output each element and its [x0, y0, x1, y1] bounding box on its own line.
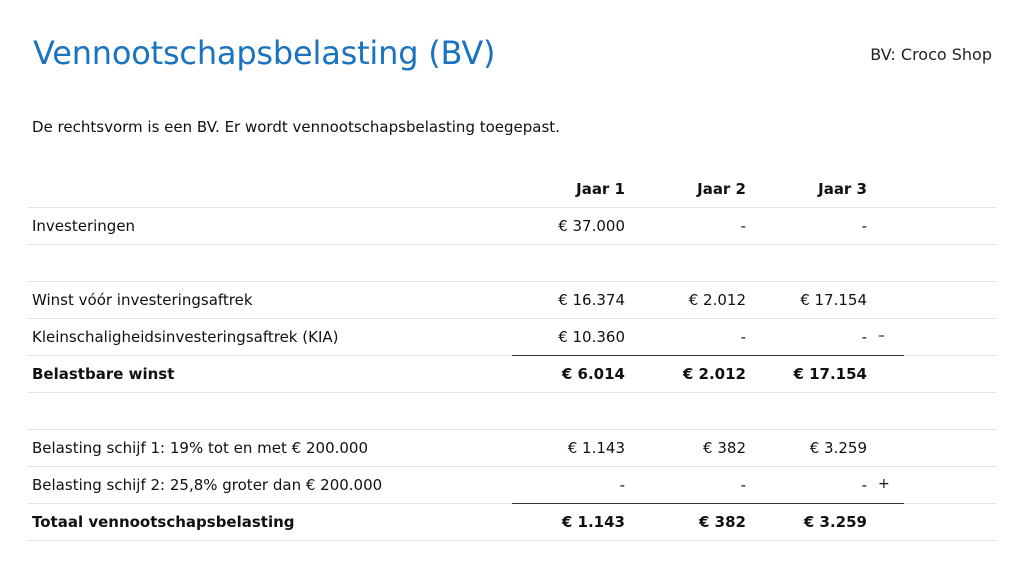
- value-year-2: € 2.012: [682, 365, 746, 383]
- row-label: Belasting schijf 1: 19% tot en met € 200.000: [32, 439, 369, 457]
- value-year-1: € 1.143: [567, 439, 625, 457]
- column-header-year-3: Jaar 3: [818, 180, 867, 198]
- intro-text: De rechtsvorm is een BV. Er wordt vennootschapsbelasting toegepast.: [32, 118, 560, 136]
- value-year-1: € 37.000: [558, 217, 625, 235]
- value-year-1: € 1.143: [561, 513, 625, 531]
- value-year-2: € 382: [703, 439, 746, 457]
- row-label: Belasting schijf 2: 25,8% groter dan € 200.000: [32, 476, 383, 494]
- row-label: Totaal vennootschapsbelasting: [32, 513, 295, 531]
- value-year-2: -: [740, 217, 746, 235]
- row-label: Kleinschaligheidsinvesteringsaftrek (KIA): [32, 328, 339, 346]
- table-row-totaal: [28, 504, 996, 541]
- table-row-kia: [28, 319, 996, 356]
- column-header-year-2: Jaar 2: [697, 180, 746, 198]
- value-year-2: -: [740, 476, 746, 494]
- total-line: [512, 503, 904, 504]
- value-year-3: € 3.259: [803, 513, 867, 531]
- value-year-2: -: [740, 328, 746, 346]
- row-label: Belastbare winst: [32, 365, 175, 383]
- value-year-2: € 2.012: [688, 291, 746, 309]
- table-row-investeringen: [28, 208, 996, 245]
- column-header-year-1: Jaar 1: [576, 180, 625, 198]
- row-label: Winst vóór investeringsaftrek: [32, 291, 253, 309]
- row-label: Investeringen: [32, 217, 136, 235]
- table-row-schijf-1: [28, 430, 996, 467]
- plus-operator: +: [878, 476, 890, 492]
- table-row-schijf-2: [28, 467, 996, 504]
- company-name: BV: Croco Shop: [870, 45, 992, 64]
- value-year-3: € 3.259: [809, 439, 867, 457]
- value-year-3: -: [861, 476, 867, 494]
- table-row-belastbare-winst: [28, 356, 996, 393]
- value-year-3: € 17.154: [793, 365, 867, 383]
- table-header-row: [28, 171, 996, 208]
- value-year-1: € 10.360: [558, 328, 625, 346]
- value-year-2: € 382: [699, 513, 746, 531]
- subtotal-line: [512, 355, 904, 356]
- tax-table: [28, 171, 996, 541]
- value-year-1: € 16.374: [558, 291, 625, 309]
- value-year-1: € 6.014: [561, 365, 625, 383]
- value-year-3: -: [861, 328, 867, 346]
- value-year-3: -: [861, 217, 867, 235]
- table-row-winst: [28, 282, 996, 319]
- table-row-spacer: [28, 393, 996, 430]
- value-year-1: -: [619, 476, 625, 494]
- value-year-3: € 17.154: [800, 291, 867, 309]
- minus-operator: –: [878, 328, 885, 344]
- page-title: Vennootschapsbelasting (BV): [33, 34, 496, 72]
- table-row-spacer: [28, 245, 996, 282]
